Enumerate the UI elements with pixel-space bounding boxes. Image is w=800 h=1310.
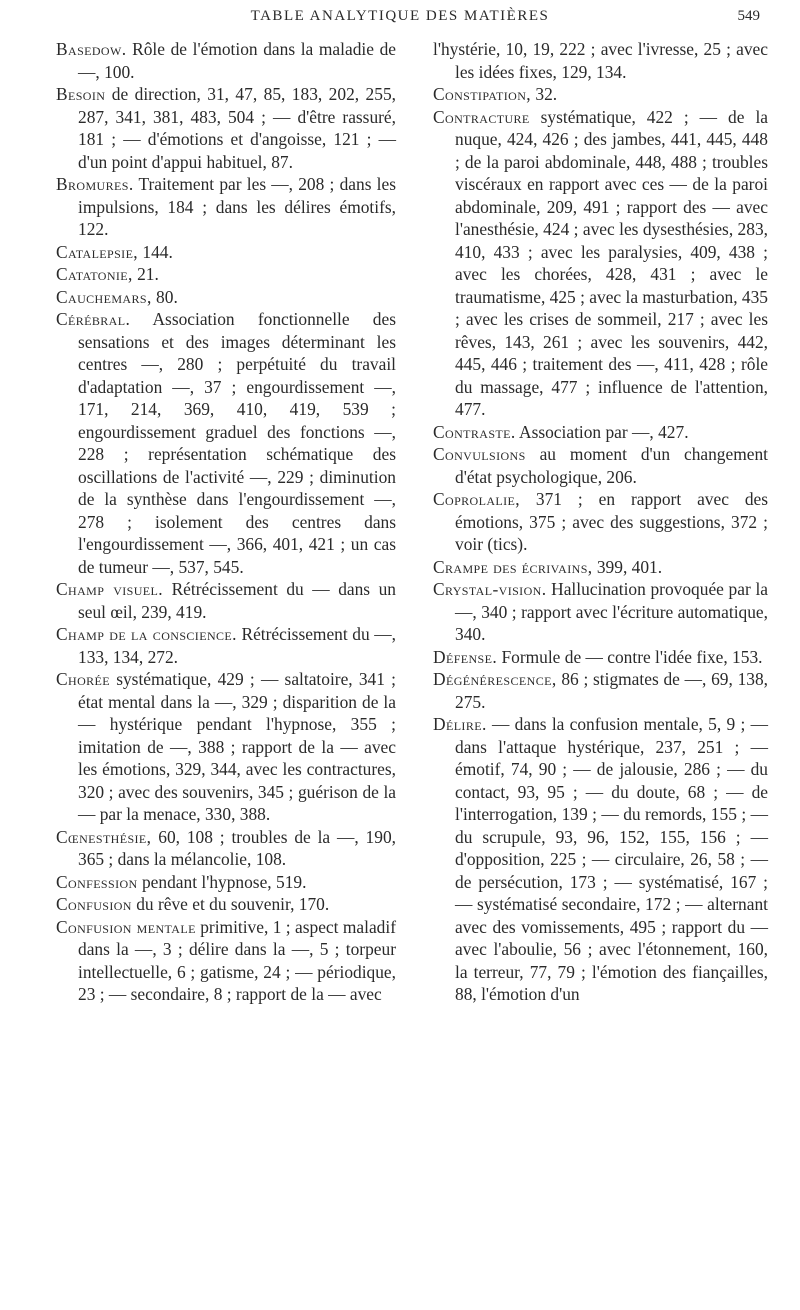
- entry-text: 60, 108 ; troubles de la —, 190, 365 ; dans la mélancolie, 108.: [78, 826, 396, 869]
- entry-heading: Besoin: [56, 84, 106, 104]
- entry-text: systématique, 422 ; — de la nuque, 424, 426 ; des jambes, 441, 445, 448 ; de la paroi abdominale, 448, 488 ; troubles viscéraux en rapport avec ces — de la paroi abdominale, 209, 491 ; rapport des — avec l'anesthésie, 424 ; avec les dysesthésies, 283, 410, 433 ; avec les paralysies, 409, 438 ; avec les chorées, 428, 431 ; avec le traumatisme, 425 ; avec la masturbation, 435 ; avec les crises de sommeil, 217 ; avec les rêves, 143, 261 ; avec les souvenirs, 442, 445, 446 ; traitement des —, 411, 428 ; rôle du massage, 477 ; influence de l'attention, 477.: [455, 106, 768, 419]
- entry-text: 86 ; stigmates de —, 69, 138, 275.: [455, 669, 768, 712]
- entry-heading: Bromures.: [56, 174, 134, 194]
- entry-text: Traitement par les —, 208 ; dans les impulsions, 184 ; dans les délires émotifs, 122.: [78, 174, 396, 239]
- entry-heading: Chorée: [56, 669, 110, 689]
- index-entry: [433, 106, 768, 421]
- index-entry: [56, 38, 396, 83]
- index-entry: [56, 286, 396, 309]
- entry-text: 80.: [151, 286, 178, 307]
- index-entry: [56, 893, 396, 916]
- entry-heading: Cauchemars,: [56, 286, 152, 307]
- entry-text: Association fonctionnelle des sensations et des images déterminant les centres —, 280 ; perpétuité du travail d'adaptation —, 37 ; engourdissement —, 171, 214, 369, 410, 419, 539 ; engourdissement graduel des fonctions —, 228 ; représentation schématique des oscillations de l'activité —, 229 ; diminution de la synthèse dans l'engourdissement —, 278 ; isolement des centres dans l'engourdissement —, 366, 401, 421 ; un cas de tumeur —, 537, 545.: [78, 309, 396, 577]
- index-entry: [433, 668, 768, 713]
- index-entry: [56, 263, 396, 286]
- entry-text: Rétrécissement du — dans un seul œil, 239, 419.: [78, 579, 396, 622]
- entry-text: Rôle de l'émotion dans la maladie de —, 100.: [78, 39, 396, 82]
- page-number: 549: [737, 8, 760, 24]
- entry-heading: Crampe des écrivains,: [433, 556, 593, 577]
- index-entry: [433, 556, 768, 579]
- entry-text: — dans la confusion mentale, 5, 9 ; — dans l'attaque hystérique, 237, 251 ; — émotif, 74, 90 ; — de jalousie, 286 ; — du contact, 93, 95 ; — du doute, 68 ; — de l'interrogation, 139 ; — du remords, 155 ; — du scrupule, 93, 96, 152, 155, 156 ; — d'opposition, 225 ; — circulaire, 26, 58 ; — de persécution, 173 ; — systématisé, 167 ; — systématisé secondaire, 172 ; — alternant avec des vomissements, 495 ; rapport du — avec l'aboulie, 56 ; avec l'étonnement, 160, la terreur, 77, 79 ; l'émotion des fiançailles, 88, l'émotion d'un: [455, 714, 768, 1004]
- page-header: [0, 8, 800, 30]
- entry-heading: Contracture: [433, 106, 530, 127]
- entry-heading: Défense.: [433, 646, 498, 667]
- index-entry: [433, 443, 768, 488]
- index-column-left: [56, 38, 396, 1006]
- entry-heading: Délire.: [433, 714, 487, 734]
- index-entry: [433, 83, 768, 106]
- index-entry: [433, 488, 768, 556]
- index-entry: [433, 421, 768, 444]
- index-entry: [433, 713, 768, 1006]
- index-entry: [56, 308, 396, 578]
- entry-text: Formule de — contre l'idée fixe, 153.: [497, 646, 763, 667]
- entry-heading: Basedow.: [56, 39, 127, 59]
- entry-heading: Convulsions: [433, 444, 526, 464]
- entry-heading: Catatonie,: [56, 264, 133, 284]
- entry-heading: Contraste.: [433, 421, 516, 442]
- entry-heading: Coprolalie,: [433, 489, 521, 509]
- entry-heading: Crystal-vision.: [433, 579, 547, 599]
- entry-heading: Confusion mentale: [56, 916, 196, 937]
- index-entry: [56, 916, 396, 1006]
- entry-text: de direction, 31, 47, 85, 183, 202, 255, 287, 341, 381, 483, 504 ; — d'être rassuré, 181 ; — d'émotions et d'angoisse, 121 ; — d'un point d'appui habituel, 87.: [78, 84, 396, 172]
- entry-heading: Confession: [56, 871, 138, 892]
- index-column-right: [433, 38, 768, 1006]
- entry-heading: Confusion: [56, 894, 132, 914]
- entry-text: Rétrécissement du —, 133, 134, 272.: [78, 624, 396, 667]
- entry-text: systématique, 429 ; — saltatoire, 341 ; état mental dans la —, 329 ; disparition de la — hystérique pendant l'hypnose, 355 ; imitation de —, 388 ; rapport de la — avec les émotions, 329, 344, avec les contractures, 320 ; avec des souvenirs, 345 ; guérison de la — par la menace, 330, 388.: [78, 669, 396, 824]
- entry-text: 144.: [138, 241, 173, 262]
- entry-text: l'hystérie, 10, 19, 222 ; avec l'ivresse, 25 ; avec les idées fixes, 129, 134.: [433, 39, 768, 82]
- index-entry: [56, 578, 396, 623]
- index-entry: [56, 668, 396, 826]
- entry-text: 371 ; en rapport avec des émotions, 375 ; avec des suggestions, 372 ; voir (tics).: [455, 489, 768, 554]
- entry-heading: Constipation,: [433, 84, 532, 104]
- index-entry: [433, 578, 768, 646]
- entry-text: 32.: [531, 84, 558, 104]
- entry-text: Hallucination provoquée par la —, 340 ; rapport avec l'écriture automatique, 340.: [455, 579, 768, 644]
- entry-heading: Champ visuel.: [56, 579, 164, 599]
- index-entry: [56, 871, 396, 894]
- index-entry: [56, 826, 396, 871]
- index-entry: [56, 623, 396, 668]
- entry-heading: Cérébral.: [56, 309, 131, 329]
- entry-text: primitive, 1 ; aspect maladif dans la —, 3 ; délire dans la —, 5 ; torpeur intellectuelle, 6 ; gatisme, 24 ; — périodique, 23 ; — secondaire, 8 ; rapport de la — avec: [78, 916, 396, 1004]
- index-entry: [56, 173, 396, 241]
- entry-text: du rêve et du souvenir, 170.: [131, 894, 330, 914]
- entry-heading: Champ de la conscience.: [56, 624, 237, 644]
- index-entry: [56, 83, 396, 173]
- entry-text: au moment d'un changement d'état psychologique, 206.: [455, 444, 768, 487]
- index-entry: [56, 241, 396, 264]
- entry-heading: Cœnesthésie,: [56, 826, 152, 847]
- entry-text: 399, 401.: [592, 556, 663, 577]
- entry-text: 21.: [132, 264, 159, 284]
- index-entry: [433, 38, 768, 83]
- running-title: TABLE ANALYTIQUE DES MATIÈRES: [250, 8, 550, 24]
- entry-heading: Dégénérescence,: [433, 669, 557, 689]
- entry-text: Association par —, 427.: [515, 421, 689, 442]
- entry-text: pendant l'hypnose, 519.: [137, 871, 307, 892]
- index-entry: [433, 646, 768, 669]
- entry-heading: Catalepsie,: [56, 241, 139, 262]
